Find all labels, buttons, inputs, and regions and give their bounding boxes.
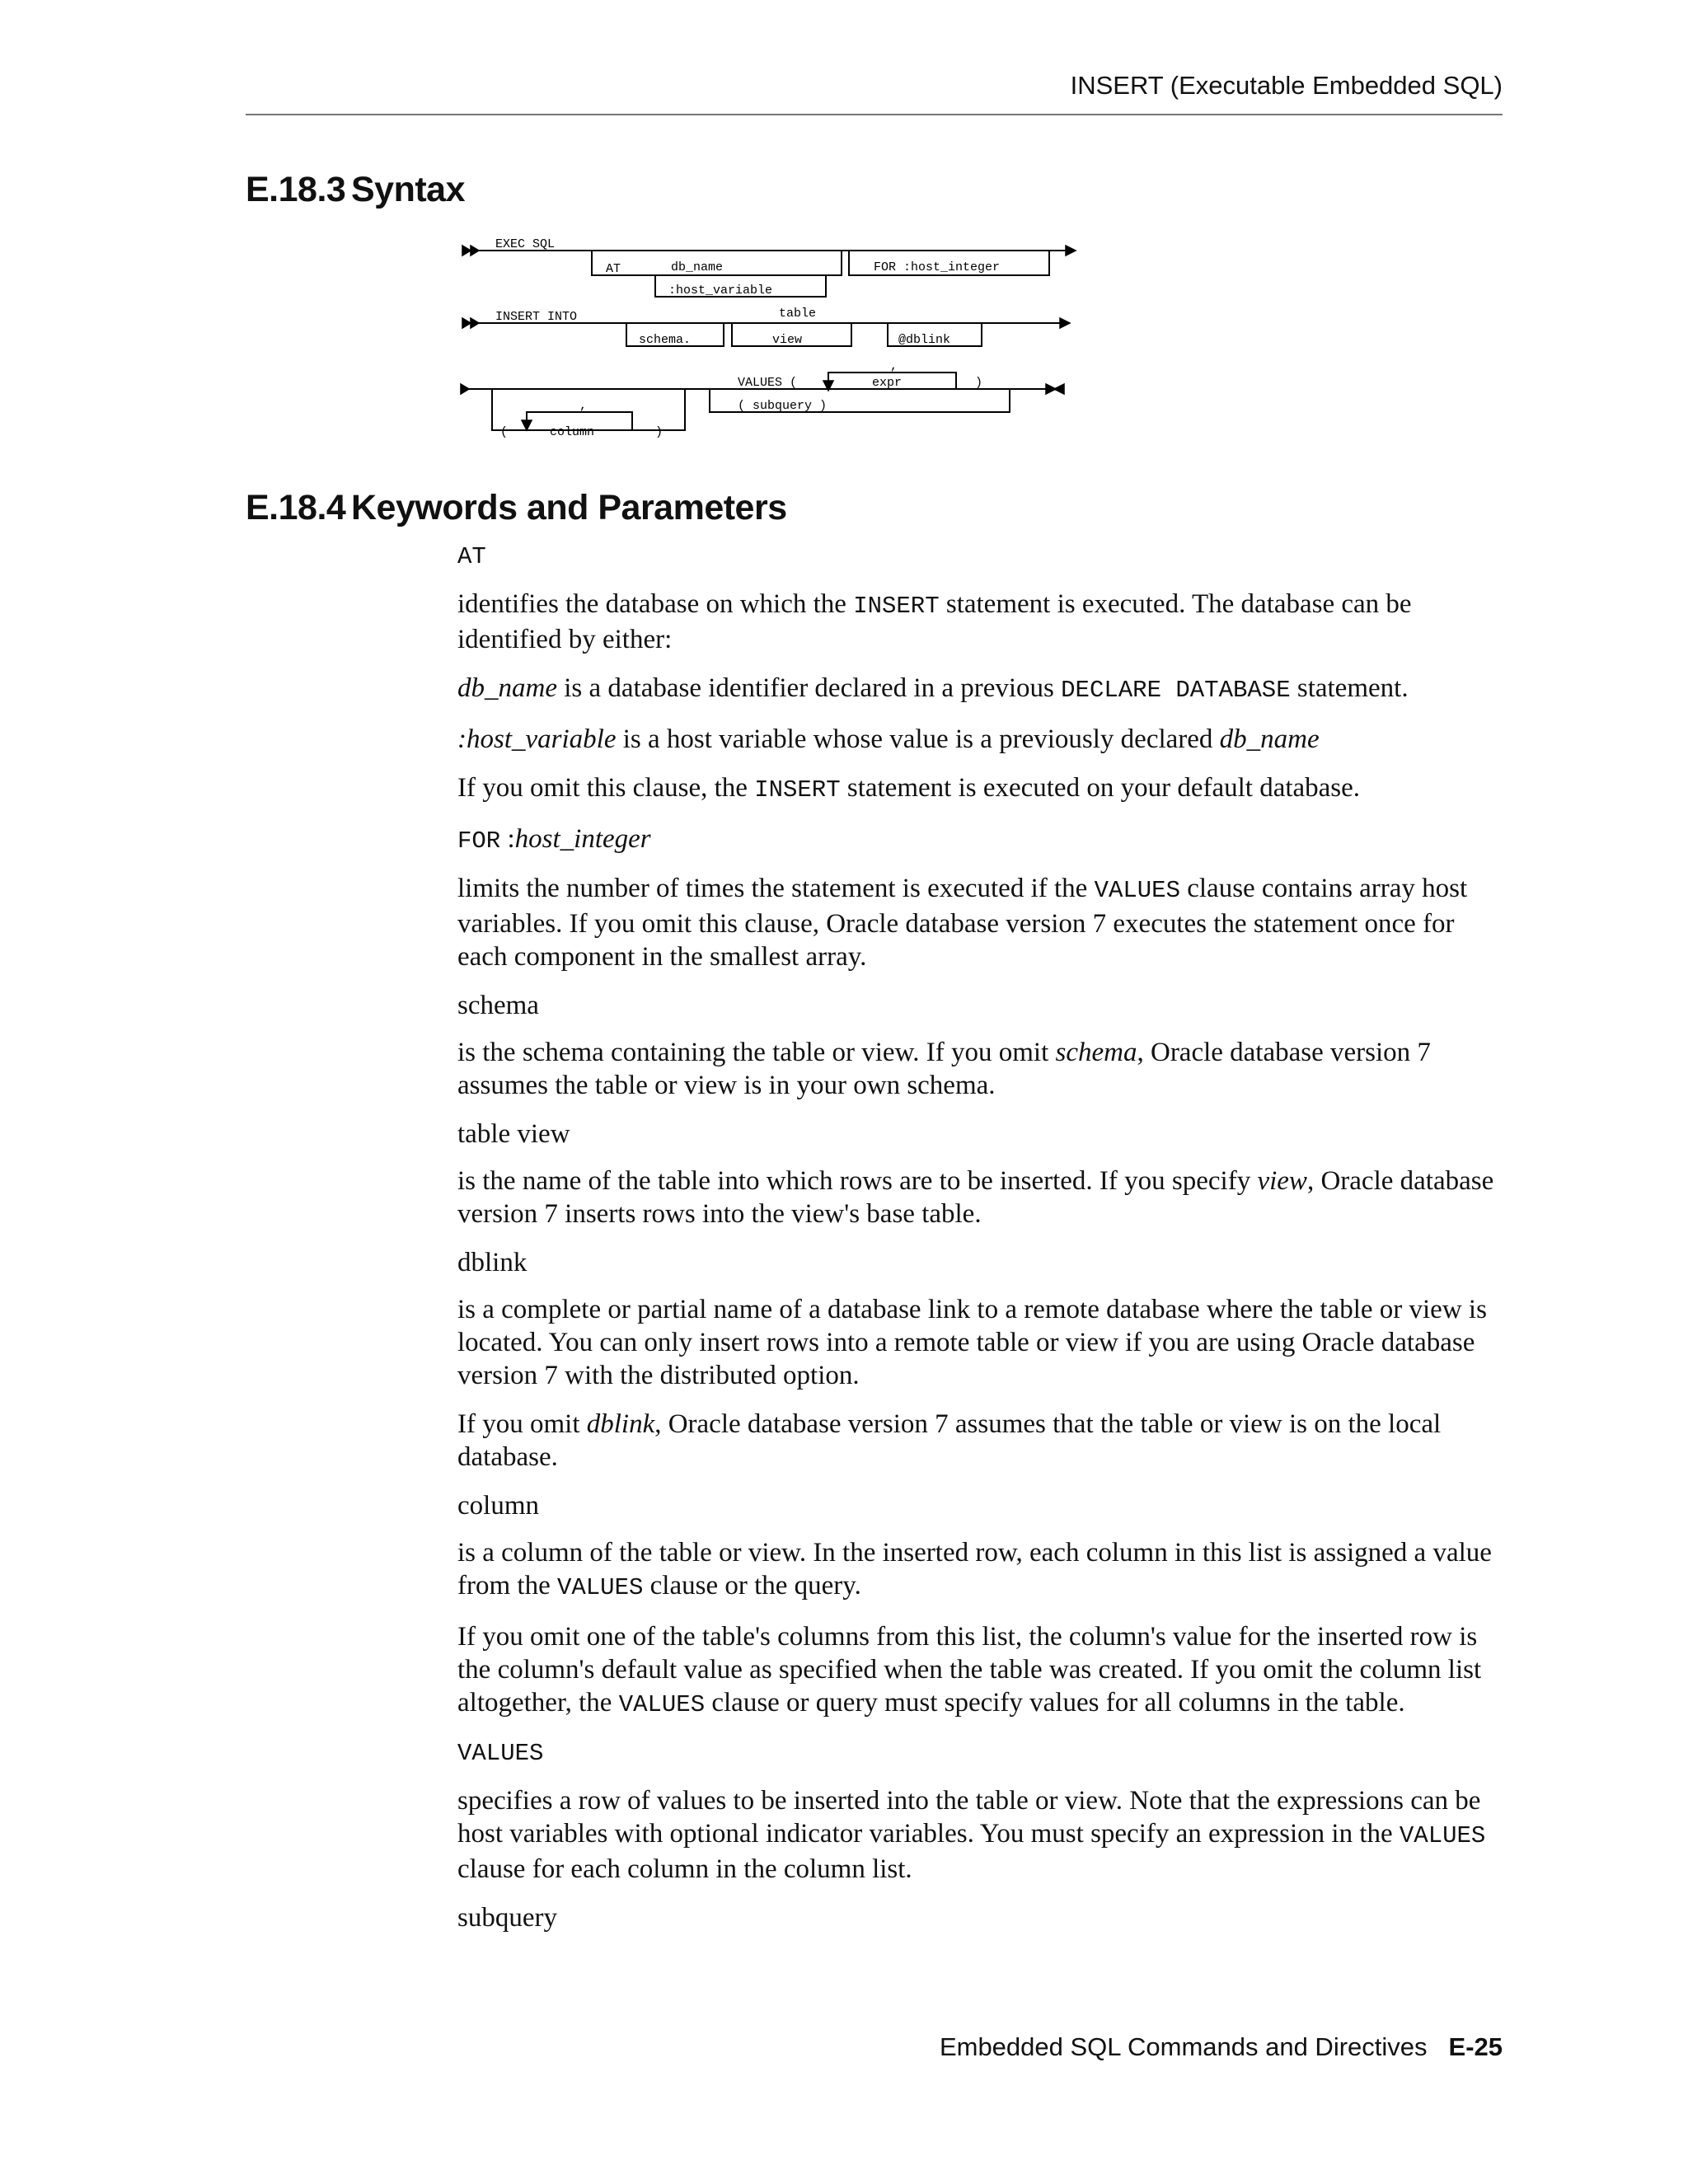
dblink-description: is a complete or partial name of a database link to a remote database where the table or view is located. You can only insert rows into a remote table or view if you are using Oracle database version 7 with the distributed option. [457,1295,1487,1390]
running-header: INSERT (Executable Embedded SQL) [1070,71,1503,100]
term-column: column [457,1491,539,1521]
term-schema: schema [457,991,539,1020]
diagram-db-name: db_name [671,260,724,274]
at-db-name-description: db_name is a database identifier declared in a previous DECLARE DATABASE statement. [457,673,1409,704]
diagram-view: view [772,333,803,347]
page-footer [246,2032,1503,2062]
diagram-values: VALUES ( [738,376,798,390]
diagram-open-paren: ( [500,425,509,439]
diagram-at: AT [606,262,621,276]
diagram-table: table [779,307,817,321]
at-description: identifies the database on which the INSERT statement is executed. The database can be identified by either: [457,589,1412,654]
dblink-omit-description: If you omit dblink, Oracle database version 7 assumes that the table or view is on the local database. [457,1409,1442,1472]
schema-description: is the schema containing the table or view. If you omit schema, Oracle database version 7 assumes the table or view is in your own schema. [457,1038,1431,1100]
section-number: E.18.4 [246,488,346,527]
at-omit-description: If you omit this clause, the INSERT statement is executed on your default database. [457,773,1361,804]
diagram-column: column [550,425,595,439]
term-subquery: subquery [457,1903,557,1933]
table-view-description: is the name of the table into which rows are to be inserted. If you specify view, Oracle database version 7 inserts rows into the view's base table. [457,1166,1494,1229]
footer-chapter-title: Embedded SQL Commands and Directives [939,2032,1428,2061]
diagram-for-host-integer: FOR :host_integer [874,260,1001,274]
at-host-variable-description: :host_variable is a host variable whose value is a previously declared db_name [457,724,1320,754]
diagram-close-paren: ) [975,376,983,390]
section-heading-syntax [246,170,465,210]
diagram-column-comma: , [579,399,588,413]
diagram-insert-into: INSERT INTO [495,310,578,324]
values-description: specifies a row of values to be inserted into the table or view. Note that the expressions can be host variables with optional indicator variables. You must specify an expression in the VALUES clause for each column in the column list. [457,1786,1486,1884]
header-rule [246,114,1503,115]
section-title: Keywords and Parameters [351,488,787,527]
diagram-dblink: @dblink [898,333,951,347]
diagram-column-close-paren: ) [655,425,663,439]
footer-page-number: E-25 [1448,2032,1503,2061]
section-number: E.18.3 [246,170,346,209]
term-for: FOR :host_integer [457,824,651,855]
diagram-host-variable: :host_variable [668,284,773,298]
diagram-schema: schema. [639,333,692,347]
section-title: Syntax [351,170,466,209]
diagram-expr: expr [872,376,903,390]
term-dblink: dblink [457,1248,528,1277]
section-heading-keywords [246,488,787,528]
term-table-view: table view [457,1119,570,1149]
syntax-diagram [457,232,1084,447]
column-description: is a column of the table or view. In the inserted row, each column in this list is assigned a value from the VALUES clause or the query. [457,1538,1492,1601]
diagram-exec-sql: EXEC SQL [495,237,556,251]
term-values: VALUES [457,1740,544,1767]
term-at: AT [457,543,486,570]
keywords-content [457,541,1504,1948]
column-omit-description: If you omit one of the table's columns from this list, the column's value for the inserted row is the column's default value as specified when the table was created. If you omit the column list altogether, the VALUES clause or query must specify values for all columns in the table. [457,1622,1482,1718]
for-description: limits the number of times the statement is executed if the VALUES clause contains array host variables. If you omit this clause, Oracle database version 7 executes the statement once for each component in the smallest array. [457,874,1468,972]
diagram-comma: , [890,359,898,373]
diagram-subquery: ( subquery ) [738,399,828,413]
